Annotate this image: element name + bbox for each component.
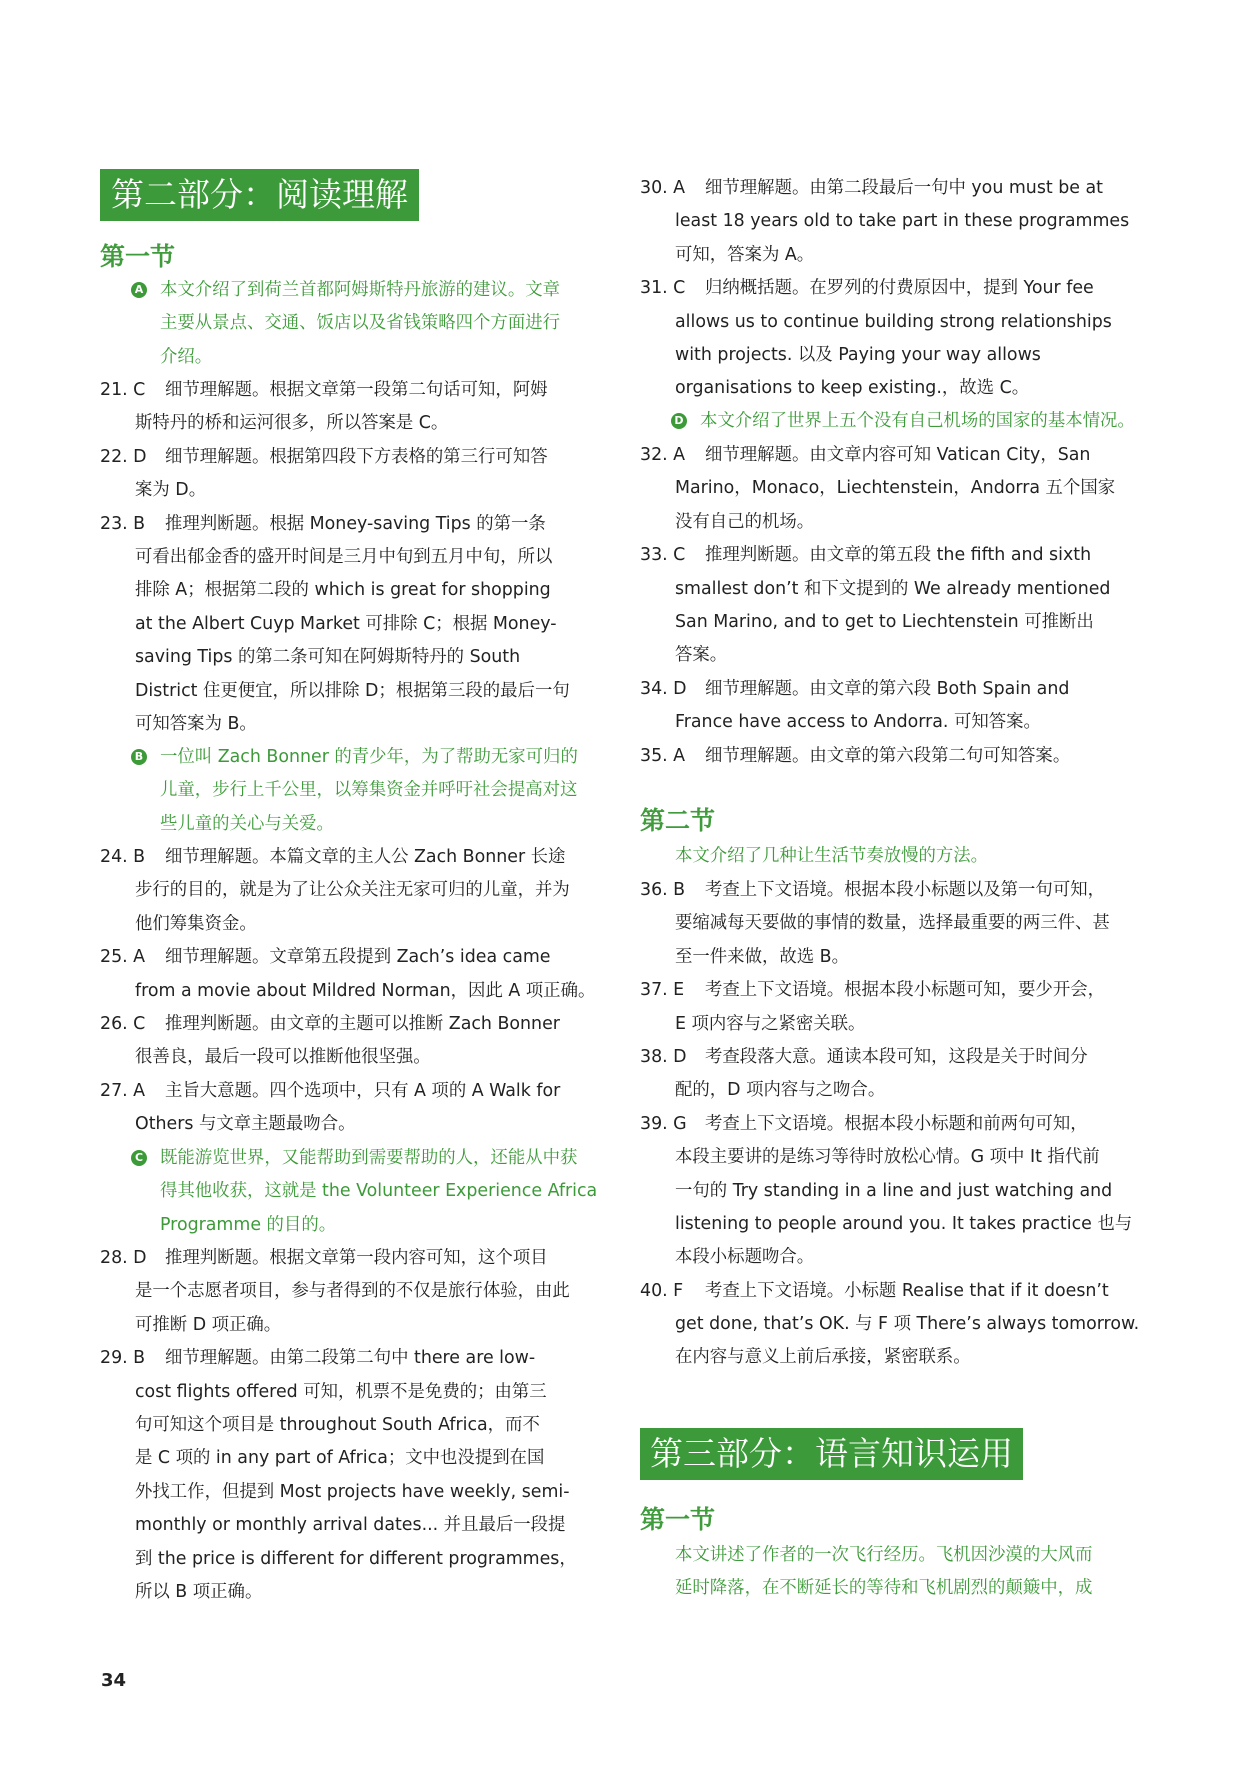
section2-title: 第二节 [640, 806, 716, 835]
part3-title: 第三部分：语言知识运用 [640, 1428, 1023, 1480]
summary-section2: 本文介绍了几种让生活节奏放慢的方法。 [675, 846, 989, 866]
answer-23: 23. B 推理判断题。根据 Money-saving Tips 的第一条 [100, 513, 546, 534]
answer-30: 30. A 细节理解题。由第二段最后一句中 you must be at [640, 178, 1103, 198]
answer-38: 38. D 考查段落大意。通读本段可知，这段是关于时间分 [640, 1046, 1088, 1067]
answer-34: 34. D 细节理解题。由文章的第六段 Both Spain and [640, 678, 1070, 699]
part2-title: 第二部分：阅读理解 [100, 169, 419, 221]
answer-24: 24. B 细节理解题。本篇文章的主人公 Zach Bonner 长途 [100, 847, 566, 867]
page-number: 34 [101, 1670, 127, 1691]
answer-block-24-27: 24. B 细节理解题。本篇文章的主人公 Zach Bonner 长途 步行的目的，就是为了让公众关注无家可归的儿童，并为 他们筹集资金。 25. A 细节理解题。文章第五段提到 Zach’s idea came from a movie about Mildred Norman，因此 A 项正确。 26. C 推理判断题。由文章的主题可以推断 Zach Bonner 很善良，最后一段可以推断他很坚强。 27. A 主旨大意题。四个选项中，只有 A 项的 A Walk for Others 与文章主题最吻合。 [100, 841, 585, 1142]
answer-block-30-31: 30. A 细节理解题。由第二段最后一句中 you must be at least 18 years old to take part in these programmes 可知，答案为 A。 31. C 归纳概括题。在罗列的付费原因中，提到 Your fee allows us to continue building strong relationships with projects. 以及 Paying your way allows organisations to keep existing.，故选 C。 [640, 172, 1130, 406]
answer-block-32-35: 32. A 细节理解题。由文章内容可知 Vatican City，San Marino，Monaco，Liechtenstein，Andorra 五个国家 没有自己的机场。 33. C 推理判断题。由文章的第五段 the fifth and sixth smallest don’t 和下文提到的 We already mentioned San Marino, and to get to Liechtenstein 可推断出 答案。 34. D 细节理解题。由文章的第六段 Both Spain and France have access to Andorra. 可知答案。 35. A 细节理解题。由文章的第六段第二句可知答案。 [640, 439, 1130, 773]
answer-22: 22. D 细节理解题。根据第四段下方表格的第三行可知答 [100, 446, 548, 467]
badge-a: A [131, 282, 147, 298]
part3-section1-title: 第一节 [640, 1505, 716, 1534]
answer-33: 33. C 推理判断题。由文章的第五段 the fifth and sixth [640, 545, 1092, 566]
summary-b: B 一位叫 Zach Bonner 的青少年，为了帮助无家可归的 儿童，步行上千公里，以筹集资金并呼吁社会提高对这 些儿童的关心与关爱。 [100, 741, 585, 841]
badge-d: D [671, 413, 687, 429]
answer-39: 39. G 考查上下文语境。根据本段小标题和前两句可知， [640, 1113, 1088, 1134]
answer-26: 26. C 推理判断题。由文章的主题可以推断 Zach Bonner [100, 1013, 560, 1034]
answer-block-28-29: 28. D 推理判断题。根据文章第一段内容可知，这个项目 是一个志愿者项目，参与者得到的不仅是旅行体验，由此 可推断 D 项正确。 29. B 细节理解题。由第二段第二句中 there are low- cost flights offered 可知，机票不是免费的；由第三 句可知这个项目是 throughout South Africa，而不 是 C 项的 in any part of Africa；文中也没提到在国 外找工作，但提到 Most projects have weekly, semi- monthly or monthly arrival dates... 并且最后一段提 到 the price is different for different programmes， 所以 B 项正确。 [100, 1242, 585, 1609]
answer-35: 35. A 细节理解题。由文章的第六段第二句可知答案。 [640, 745, 1071, 766]
answer-40: 40. F 考查上下文语境。小标题 Realise that if it doesn’t [640, 1280, 1109, 1301]
answer-37: 37. E 考查上下文语境。根据本段小标题可知，要少开会， [640, 980, 1105, 1001]
summary-d: D 本文介绍了世界上五个没有自己机场的国家的基本情况。 [640, 405, 1130, 438]
summary-a: A 本文介绍了到荷兰首都阿姆斯特丹旅游的建议。文章 主要从景点、交通、饭店以及省钱策略四个方面进行 介绍。 [100, 274, 585, 374]
answer-25: 25. A 细节理解题。文章第五段提到 Zach’s idea came [100, 947, 551, 968]
answer-28: 28. D 推理判断题。根据文章第一段内容可知，这个项目 [100, 1248, 548, 1268]
answer-31: 31. C 归纳概括题。在罗列的付费原因中，提到 Your fee [640, 278, 1094, 299]
section1-title: 第一节 [100, 242, 176, 271]
answer-block-36-40: 36. B 考查上下文语境。根据本段小标题以及第一句可知， 要缩减每天要做的事情的数量，选择最重要的两三件、甚 至一件来做，故选 B。 37. E 考查上下文语境。根据本段小标题可知，要少开会， E 项内容与之紧密关联。 38. D 考查段落大意。通读本段可知，这段是关于时间分 配的，D 项内容与之吻合。 39. G 考查上下文语境。根据本段小标题和前两句可知， 本段主要讲的是练习等待时放松心情。G 项中 It 指代前 一句的 Try standing in a line and just watching and listening to people around you. It takes practice 也与 本段小标题吻合。 40. F 考查上下文语境。小标题 Realise that if it doesn’t get done, that’s OK. 与 F 项 There’s always tomorrow. 在内容与意义上前后承接，紧密联系。 [640, 874, 1130, 1375]
summary-c: C 既能游览世界，又能帮助到需要帮助的人，还能从中获 得其他收获，这就是 the Volunteer Experience Africa Programme 的目的。 [100, 1142, 585, 1242]
answer-29: 29. B 细节理解题。由第二段第二句中 there are low- [100, 1348, 536, 1369]
answer-21: 21. C 细节理解题。根据文章第一段第二句话可知，阿姆 [100, 380, 548, 400]
badge-b: B [131, 749, 147, 765]
answer-32: 32. A 细节理解题。由文章内容可知 Vatican City，San [640, 445, 1091, 465]
answer-36: 36. B 考查上下文语境。根据本段小标题以及第一句可知， [640, 880, 1105, 900]
answer-block-21-23: 21. C 细节理解题。根据文章第一段第二句话可知，阿姆 斯特丹的桥和运河很多，所以答案是 C。 22. D 细节理解题。根据第四段下方表格的第三行可知答 案为 D。 23. B 推理判断题。根据 Money-saving Tips 的第一条 可看出郁金香的盛开时间是三月中旬到五月中旬，所以 排除 A；根据第二段的 which is great for shopping at the Albert Cuyp Market 可排除 C；根据 Money- saving Tips 的第二条可知在阿姆斯特丹的 South District 住更便宜，所以排除 D；根据第三段的最后一句 可知答案为 B。 [100, 374, 585, 741]
badge-c: C [131, 1150, 147, 1166]
answer-27: 27. A 主旨大意题。四个选项中，只有 A 项的 A Walk for [100, 1080, 561, 1101]
summary-part3: 本文讲述了作者的一次飞行经历。飞机因沙漠的大风而 延时降落，在不断延长的等待和飞机剧烈的颠簸中，成 [675, 1545, 1093, 1599]
